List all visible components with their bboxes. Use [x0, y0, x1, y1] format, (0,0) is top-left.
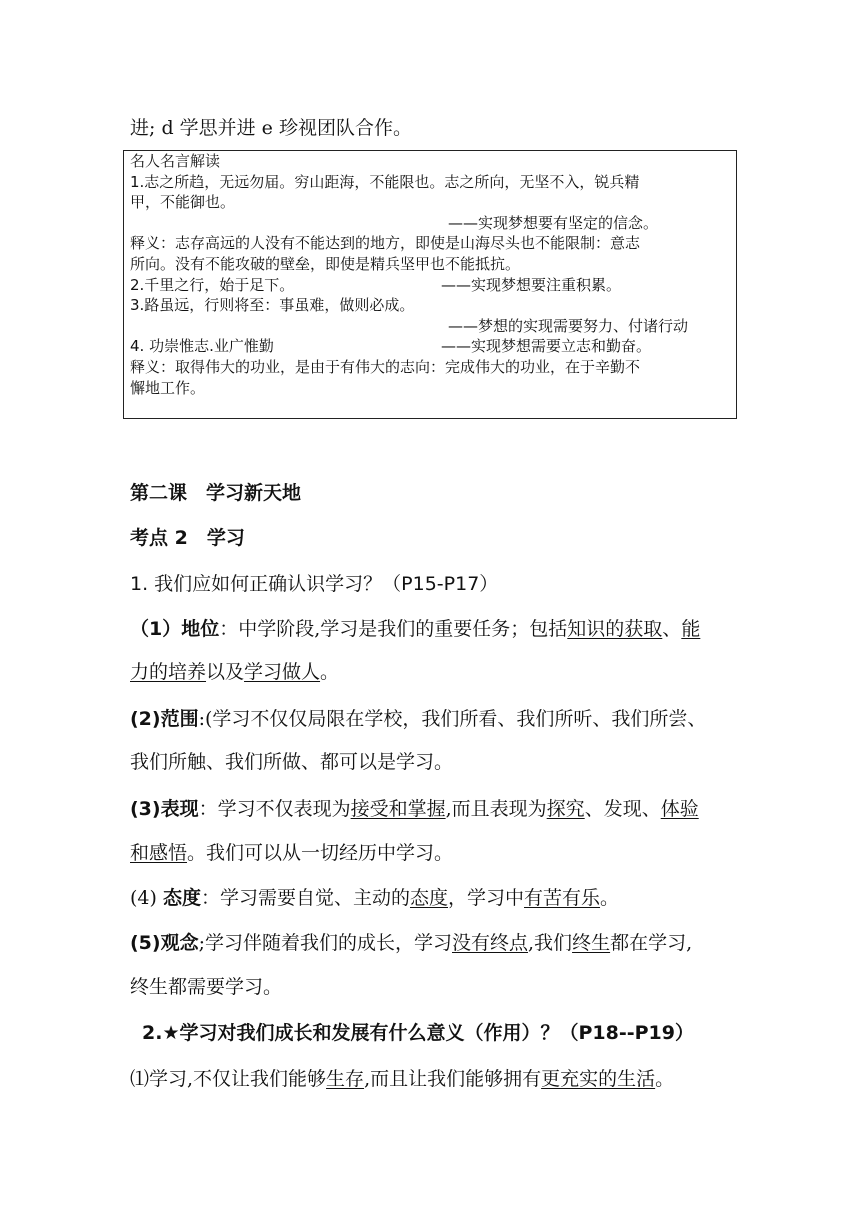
- q1-point-3-key-2: 探究: [546, 798, 585, 820]
- q1-point-1-key-2a: 能: [681, 618, 701, 640]
- q1-point-4-key-2: 有苦有乐: [524, 887, 601, 909]
- q1-point-2-text: :(学习不仅仅局限在学校，我们所看、我们所听、我们所尝、: [198, 708, 707, 730]
- q1-point-2: [130, 704, 706, 731]
- q1-point-3-text: ：学习不仅表现为: [198, 798, 351, 820]
- intro-line: 进; d 学思并进 e 珍视团队合作。: [130, 117, 412, 139]
- q1-point-5-text: ;学习伴随着我们的成长，学习: [198, 932, 452, 954]
- q1-point-3: [130, 794, 699, 821]
- q1-point-3-label: (3)表现: [130, 798, 199, 820]
- q2-point-1-text-2: ,而且让我们能够拥有: [364, 1068, 542, 1090]
- quote-2-note: ——实现梦想要注重积累。: [441, 275, 622, 294]
- q2-point-1: [130, 1064, 674, 1091]
- quote-3-note: ——梦想的实现需要努力、付诸行动: [448, 316, 689, 335]
- quote-4-note: ——实现梦想需要立志和勤奋。: [441, 337, 652, 356]
- q1-point-3-text-2: ,而且表现为: [445, 798, 547, 820]
- q2-point-1-end: 。: [655, 1068, 675, 1090]
- q1-point-1-and: 以及: [206, 661, 245, 683]
- q2-point-1-text: ⑴学习,不仅让我们能够: [130, 1068, 327, 1090]
- q1-point-3-text-4: 。我们可以从一切经历中学习。: [187, 842, 454, 864]
- q1-point-5-text-2: ,我们: [528, 932, 573, 954]
- q1-point-1-key-3: 学习做人: [244, 661, 321, 683]
- q1-point-3-key-1: 接受和掌握: [350, 798, 446, 820]
- quote-1-explain-a: 释义：志存高远的人没有不能达到的地方，即使是山海尽头也不能限制：意志: [130, 234, 641, 253]
- quote-4-explain-b: 懈地工作。: [130, 378, 206, 397]
- q1-point-3-text-3: 、发现、: [584, 798, 661, 820]
- q1-point-2-cont: 我们所触、我们所做、都可以是学习。: [130, 751, 454, 773]
- q1-point-1-cont: [130, 657, 339, 684]
- q1-point-5: [130, 928, 692, 955]
- q1-point-1-key-1: 知识的获取: [567, 618, 663, 640]
- question-2-title: 2.★学习对我们成长和发展有什么意义（作用）？（P18--P19）: [142, 1022, 694, 1044]
- quote-1-line-a: 1.志之所趋，无远勿届。穷山距海，不能限也。志之所向，无坚不入，锐兵精: [130, 172, 640, 191]
- q2-point-1-key-2: 更充实的生活: [541, 1068, 656, 1090]
- q1-point-4-text-2: ，学习中: [448, 887, 525, 909]
- q1-point-5-text-3: 都在学习,: [610, 932, 693, 954]
- q1-point-5-key-2: 终生: [572, 932, 611, 954]
- q1-point-4: [130, 883, 619, 910]
- q1-point-5-cont: 终生都需要学习。: [130, 976, 283, 998]
- quote-1-line-b: 甲，不能御也。: [130, 193, 236, 212]
- q1-point-4-label: 态度: [162, 887, 201, 909]
- q1-point-5-key-1: 没有终点: [452, 932, 529, 954]
- question-1-title: 1. 我们应如何正确认识学习？（P15-P17）: [130, 573, 499, 595]
- lesson-title: 第二课 学习新天地: [130, 482, 302, 504]
- quote-4: 4. 功崇惟志.业广惟勤: [130, 337, 274, 356]
- quote-1-explain-b: 所向。没有不能攻破的壁垒，即使是精兵坚甲也不能抵抗。: [130, 254, 521, 273]
- q1-point-1: [130, 614, 700, 641]
- q1-point-4-end: 。: [600, 887, 620, 909]
- q1-point-1-sep: 、: [662, 618, 682, 640]
- quote-box-title: 名人名言解读: [130, 152, 221, 170]
- quote-4-explain-a: 释义：取得伟大的功业，是由于有伟大的志向：完成伟大的功业，在于辛勤不: [130, 357, 641, 376]
- q1-point-3-key-3b: 和感悟: [130, 842, 188, 864]
- kaodian-title: 考点 2 学习: [130, 527, 245, 549]
- q2-point-1-key-1: 生存: [326, 1068, 365, 1090]
- q1-point-1-text: ：中学阶段,学习是我们的重要任务；包括: [219, 618, 568, 640]
- q1-point-1-key-2b: 力的培养: [130, 661, 207, 683]
- q1-point-4-num: (4): [130, 887, 163, 909]
- quote-box: [123, 150, 737, 419]
- q1-point-1-label: （1）地位: [130, 618, 220, 640]
- q1-point-4-key-1: 态度: [409, 887, 448, 909]
- q1-point-3-cont: [130, 838, 453, 865]
- quote-1-note: ——实现梦想要有坚定的信念。: [448, 213, 659, 232]
- quote-3: 3.路虽远，行则将至：事虽难，做则必成。: [130, 296, 415, 315]
- q1-point-1-end: 。: [320, 661, 340, 683]
- q1-point-2-label: (2)范围: [130, 708, 199, 730]
- q1-point-3-key-3a: 体验: [660, 798, 699, 820]
- q1-point-4-text: ：学习需要自觉、主动的: [200, 887, 410, 909]
- q1-point-5-label: (5)观念: [130, 932, 199, 954]
- quote-2: 2.千里之行，始于足下。: [130, 275, 295, 294]
